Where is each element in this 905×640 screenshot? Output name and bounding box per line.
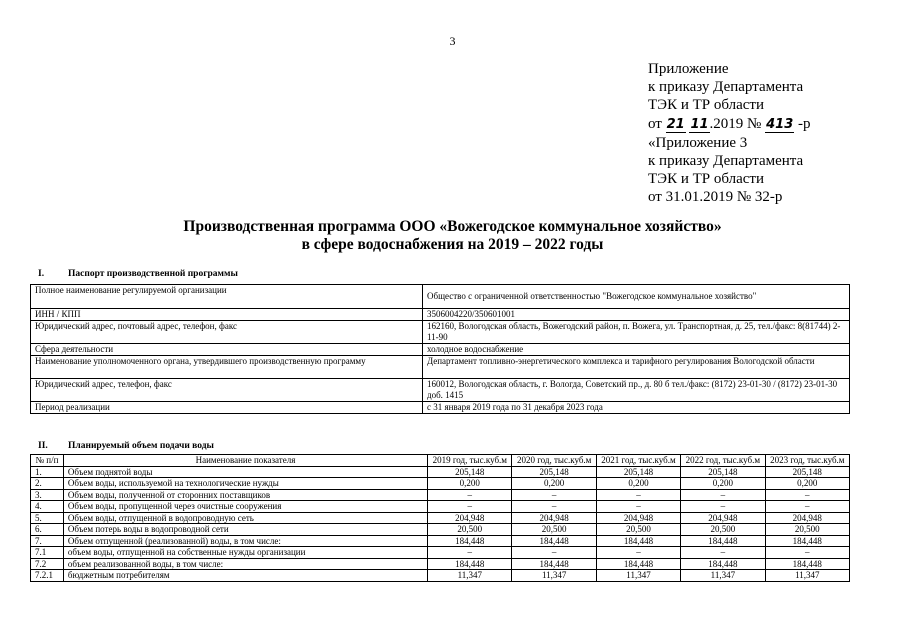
row-value: 0,200 (765, 478, 849, 490)
appendix-date-line (648, 115, 811, 134)
handwritten-month: 11 (690, 116, 709, 132)
page-number: 3 (449, 34, 456, 48)
row-value: 184,448 (681, 558, 765, 570)
row-value: 184,448 (596, 535, 680, 547)
appendix-line: Приложение (648, 61, 729, 77)
row-value: 184,448 (428, 558, 512, 570)
row-number: 7. (31, 535, 64, 547)
row-label: Полное наименование регулируемой организации (31, 285, 423, 309)
row-value: 205,148 (512, 466, 596, 478)
row-label: Юридический адрес, телефон, факс (31, 379, 423, 402)
appendix-line: от 31.01.2019 № 32-р (648, 189, 783, 206)
row-value: Департамент топливно-энергетического комплекса и тарифного регулирования Вологодской области (423, 356, 850, 379)
row-value: 0,200 (512, 478, 596, 490)
header-year: 2022 год, тыс.куб.м (681, 455, 765, 467)
table-row (31, 547, 850, 559)
header-year: 2023 год, тыс.куб.м (765, 455, 849, 467)
section-number: II. (38, 441, 48, 451)
row-value: – (765, 489, 849, 501)
table-row (31, 558, 850, 570)
row-value: 11,347 (512, 570, 596, 582)
row-value: 20,500 (681, 524, 765, 536)
row-value: 205,148 (596, 466, 680, 478)
table-row (31, 379, 850, 402)
row-value: Общество с ограниченной ответственностью "Вожегодское коммунальное хозяйство" (423, 285, 850, 309)
row-value: 0,200 (596, 478, 680, 490)
row-value: 184,448 (681, 535, 765, 547)
row-value: 20,500 (428, 524, 512, 536)
row-value: 20,500 (512, 524, 596, 536)
row-value: с 31 января 2019 года по 31 декабря 2023 года (423, 402, 850, 414)
row-number: 3. (31, 489, 64, 501)
row-label: Сфера деятельности (31, 344, 423, 356)
row-value: 184,448 (765, 535, 849, 547)
row-number: 6. (31, 524, 64, 536)
row-value: 184,448 (765, 558, 849, 570)
row-value: 160012, Вологодская область, г. Вологда, Советский пр., д. 80 б тел./факс: (8172) 23-01-30 / (8172) 23-01-30 доб. 1415 (423, 379, 850, 402)
row-value: – (596, 547, 680, 559)
date-year: .2019 № (709, 115, 762, 132)
row-number: 1. (31, 466, 64, 478)
table-row (31, 285, 850, 309)
row-label: ИНН / КПП (31, 309, 423, 321)
handwritten-day: 21 (666, 116, 685, 132)
row-name: Объем воды, пропущенной через очистные сооружения (63, 501, 427, 513)
row-name: Объем потерь воды в водопроводной сети (63, 524, 427, 536)
row-value: 204,948 (596, 512, 680, 524)
row-value: – (765, 501, 849, 513)
row-value: – (512, 547, 596, 559)
row-value: 0,200 (428, 478, 512, 490)
row-value: 11,347 (765, 570, 849, 582)
table-row (31, 501, 850, 513)
row-value: 20,500 (596, 524, 680, 536)
table-row (31, 309, 850, 321)
header-num: № п/п (31, 455, 64, 467)
row-name: Объем воды, отпущенной в водопроводную сеть (63, 512, 427, 524)
row-name: Объем воды, полученной от сторонних поставщиков (63, 489, 427, 501)
row-value: – (596, 501, 680, 513)
row-number: 2. (31, 478, 64, 490)
row-value: 11,347 (681, 570, 765, 582)
section-number: I. (38, 269, 45, 279)
row-value: 184,448 (428, 535, 512, 547)
row-label: Юридический адрес, почтовый адрес, телефон, факс (31, 321, 423, 344)
table-row (31, 478, 850, 490)
appendix-line: ТЭК и ТР области (648, 171, 764, 188)
table-row (31, 512, 850, 524)
row-value: 0,200 (681, 478, 765, 490)
row-value: – (681, 489, 765, 501)
row-name: Объем поднятой воды (63, 466, 427, 478)
row-value: холодное водоснабжение (423, 344, 850, 356)
section1-heading (38, 269, 238, 279)
header-year: 2021 год, тыс.куб.м (596, 455, 680, 467)
row-value: 184,448 (512, 535, 596, 547)
water-volume-table (30, 454, 850, 582)
header-year: 2019 год, тыс.куб.м (428, 455, 512, 467)
section-title: Паспорт производственной программы (68, 269, 238, 279)
row-value: 205,148 (765, 466, 849, 478)
title-line: в сфере водоснабжения на 2019 – 2022 годы (301, 236, 604, 253)
table-row (31, 524, 850, 536)
row-value: – (596, 489, 680, 501)
date-prefix: от (648, 115, 662, 132)
header-year: 2020 год, тыс.куб.м (512, 455, 596, 467)
appendix-line: «Приложение 3 (648, 134, 748, 151)
row-number: 7.2.1 (31, 570, 64, 582)
row-value: – (512, 501, 596, 513)
table-row (31, 356, 850, 379)
row-value: – (512, 489, 596, 501)
document-title (0, 218, 905, 254)
section-title: Планируемый объем подачи воды (68, 441, 214, 451)
table-row (31, 321, 850, 344)
row-number: 7.1 (31, 547, 64, 559)
row-label: Период реализации (31, 402, 423, 414)
handwritten-order-number: 413 (766, 116, 794, 132)
row-name: Объем воды, используемой на технологические нужды (63, 478, 427, 490)
row-label: Наименование уполномоченного органа, утвердившего производственную программу (31, 356, 423, 379)
section2-heading (38, 441, 214, 451)
row-value: – (681, 547, 765, 559)
table-row (31, 535, 850, 547)
row-value: – (428, 489, 512, 501)
row-value: 204,948 (765, 512, 849, 524)
appendix-line: к приказу Департамента (648, 79, 804, 96)
header-name: Наименование показателя (63, 455, 427, 467)
appendix-line: ТЭК и ТР области (648, 97, 764, 114)
row-value: – (681, 501, 765, 513)
row-number: 7.2 (31, 558, 64, 570)
row-value: – (428, 501, 512, 513)
row-value: 11,347 (596, 570, 680, 582)
row-value: 205,148 (681, 466, 765, 478)
row-value: 204,948 (428, 512, 512, 524)
row-name: объем воды, отпущенной на собственные нужды организации (63, 547, 427, 559)
row-value: – (765, 547, 849, 559)
appendix-line: к приказу Департамента (648, 153, 804, 170)
row-value: 204,948 (681, 512, 765, 524)
table-row (31, 489, 850, 501)
table-header-row (31, 455, 850, 467)
table-row (31, 344, 850, 356)
title-line: Производственная программа ООО «Вожегодское коммунальное хозяйство» (183, 218, 722, 235)
row-value: 205,148 (428, 466, 512, 478)
row-value: 3506004220/350601001 (423, 309, 850, 321)
row-name: Объем отпущенной (реализованной) воды, в том числе: (63, 535, 427, 547)
row-value: 204,948 (512, 512, 596, 524)
row-value: 184,448 (512, 558, 596, 570)
row-name: объем реализованной воды, в том числе: (63, 558, 427, 570)
row-number: 4. (31, 501, 64, 513)
table-row (31, 570, 850, 582)
row-value: 162160, Вологодская область, Вожегодский район, п. Вожега, ул. Транспортная, д. 25, тел./факс: 8(81744) 2-11-90 (423, 321, 850, 344)
row-value: – (428, 547, 512, 559)
appendix-block (648, 60, 811, 207)
row-value: 11,347 (428, 570, 512, 582)
table-row (31, 402, 850, 414)
table-row (31, 466, 850, 478)
row-name: бюджетным потребителям (63, 570, 427, 582)
row-value: 184,448 (596, 558, 680, 570)
passport-table (30, 284, 850, 414)
order-suffix: -р (798, 115, 811, 132)
row-value: 20,500 (765, 524, 849, 536)
row-number: 5. (31, 512, 64, 524)
